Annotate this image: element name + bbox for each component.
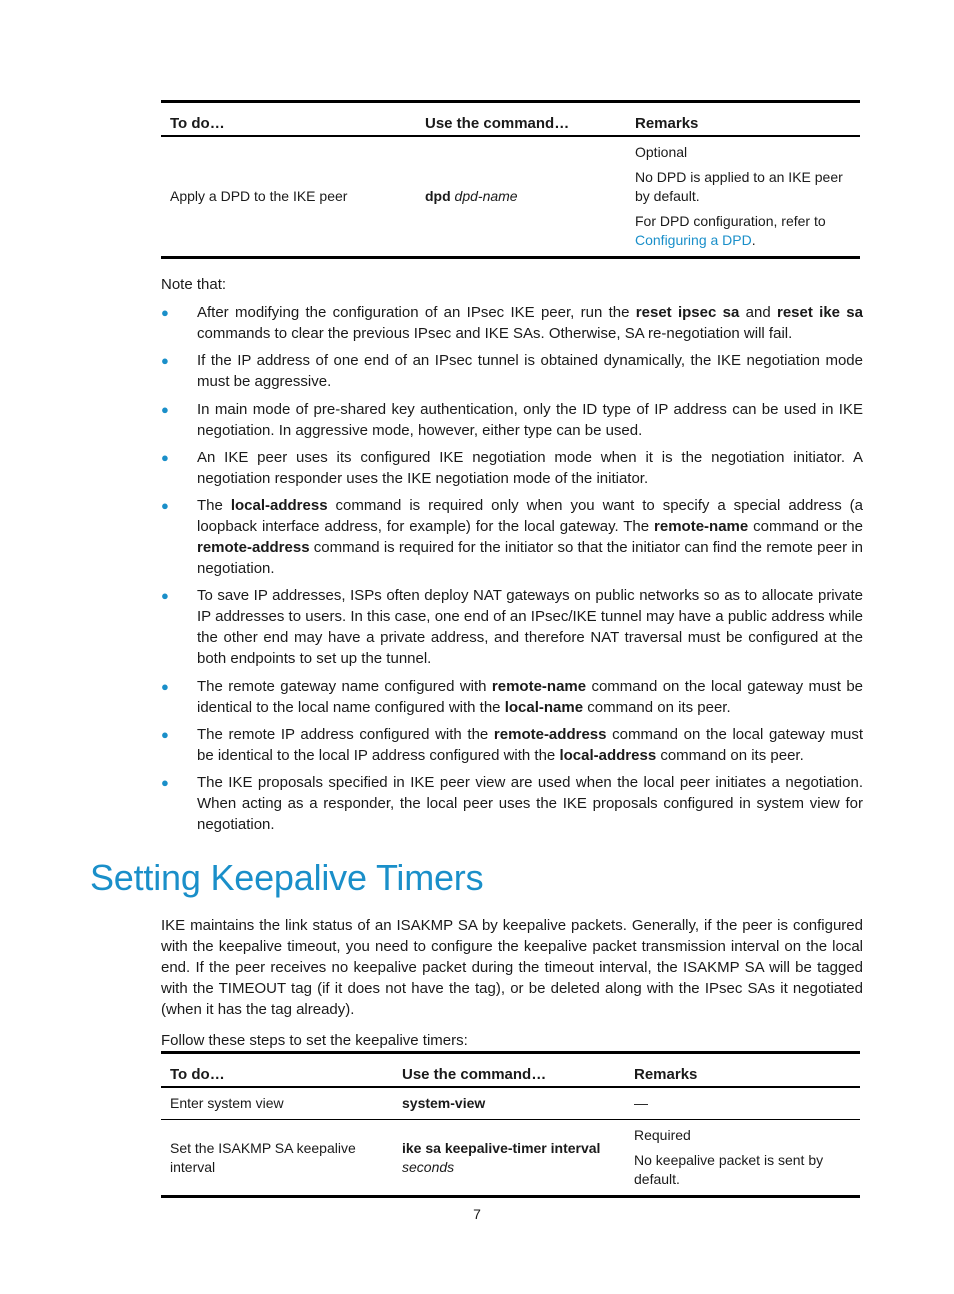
bullet-icon: ● (161, 305, 169, 320)
bullet-icon: ● (161, 588, 169, 604)
list-item: ● If the IP address of one end of an IPsec tunnel is obtained dynamically, the IKE negotiation mode must be aggressive. (161, 352, 863, 391)
remark-required: Required (634, 1127, 691, 1143)
note-list (161, 302, 863, 842)
section-heading: Setting Keepalive Timers (90, 857, 484, 898)
command-keyword: system-view (402, 1095, 486, 1111)
dpd-command-table (161, 100, 860, 259)
remark-default: No DPD is applied to an IKE peer by default. (635, 169, 843, 204)
col-header-command: Use the command… (416, 102, 626, 137)
command-cell (393, 1087, 625, 1120)
bullet-icon: ● (161, 678, 169, 694)
todo-cell: Apply a DPD to the IKE peer (161, 136, 416, 258)
bullet-icon: ● (161, 775, 169, 791)
list-item: ● The remote IP address configured with the remote-address command on the local gateway must be identical to the local IP address configured with the local-address command on its peer. (161, 726, 863, 765)
remark-default: No keepalive packet is sent by default. (634, 1152, 824, 1187)
configuring-dpd-link[interactable]: Configuring a DPD (635, 232, 752, 248)
list-item: ● After modifying the configuration of an IPsec IKE peer, run the reset ipsec sa and reset ike sa commands to clear the previous IPsec and IKE SAs. Otherwise, SA re-negotiation will fail. (161, 304, 863, 342)
remark-optional: Optional (635, 144, 688, 160)
section-paragraph: IKE maintains the link status of an ISAKMP SA by keepalive packets. Generally, if the peer is configured with the keepalive timeout, you need to configure the keepalive packet transmission interval on the local end. If the peer receives no keepalive packet during the timeout interval, the ISAKMP SA will be tagged with the TIMEOUT tag (if it does not have the tag), or be deleted along with the IPsec SAs it negotiated (when it has the tag already). (161, 917, 863, 1018)
col-header-todo: To do… (161, 1053, 393, 1088)
bullet-icon: ● (161, 498, 169, 514)
table-row (161, 1120, 860, 1197)
table-row (161, 136, 860, 258)
remarks-cell: — (625, 1087, 860, 1120)
list-item: ● The local-address command is required only when you want to specify a special address (a loopback interface address, for example) for the local gateway. The remote-name command or the remote-address command is required for the initiator so that the initiator can find the remote peer in negotiation. (161, 497, 864, 578)
col-header-todo: To do… (161, 102, 416, 137)
remark-reference: For DPD configuration, refer to Configuring a DPD. (635, 213, 826, 248)
bullet-icon: ● (161, 353, 169, 369)
page-number: 7 (473, 1206, 481, 1222)
list-item: ● An IKE peer uses its configured IKE negotiation mode when it is the negotiation initiator. A negotiation responder uses the IKE negotiation mode of the initiator. (161, 448, 863, 487)
table-row (161, 1087, 860, 1120)
command-keyword: ike sa keepalive-timer interval (402, 1139, 601, 1156)
todo-cell: Set the ISAKMP SA keepalive interval (161, 1120, 393, 1197)
bullet-icon: ● (161, 401, 169, 417)
command-argument: dpd-name (454, 188, 518, 204)
command-argument: seconds (402, 1158, 455, 1175)
list-item: ● To save IP addresses, ISPs often deploy NAT gateways on public networks so as to allocate private IP addresses to users. In this case, one end of an IPsec/IKE tunnel may have a public address while the other end may have a private address, and therefore NAT traversal must be configured at the both endpoints to set up the tunnel. (161, 587, 863, 668)
list-item: ● The IKE proposals specified in IKE peer view are used when the local peer initiates a negotiation. When acting as a responder, the local peer uses the IKE proposals configured in system view for negotiation. (161, 774, 863, 834)
note-intro: Note that: (161, 276, 227, 293)
keepalive-command-table (161, 1051, 860, 1198)
bullet-icon: ● (161, 727, 169, 743)
remarks-cell (626, 136, 860, 258)
command-cell (416, 136, 626, 258)
remarks-cell (625, 1120, 860, 1197)
todo-cell: Enter system view (161, 1087, 393, 1120)
col-header-remarks: Remarks (626, 102, 860, 137)
bullet-icon: ● (161, 449, 169, 465)
col-header-command: Use the command… (393, 1053, 625, 1088)
steps-intro: Follow these steps to set the keepalive timers: (161, 1032, 468, 1049)
command-keyword: dpd (425, 188, 451, 204)
list-item: ● The remote gateway name configured with remote-name command on the local gateway must be identical to the local name configured with the local-name command on its peer. (161, 677, 864, 716)
col-header-remarks: Remarks (625, 1053, 860, 1088)
command-cell (393, 1120, 625, 1197)
list-item: ● In main mode of pre-shared key authentication, only the ID type of IP address can be used in IKE negotiation. In aggressive mode, however, either type can be used. (161, 400, 863, 439)
